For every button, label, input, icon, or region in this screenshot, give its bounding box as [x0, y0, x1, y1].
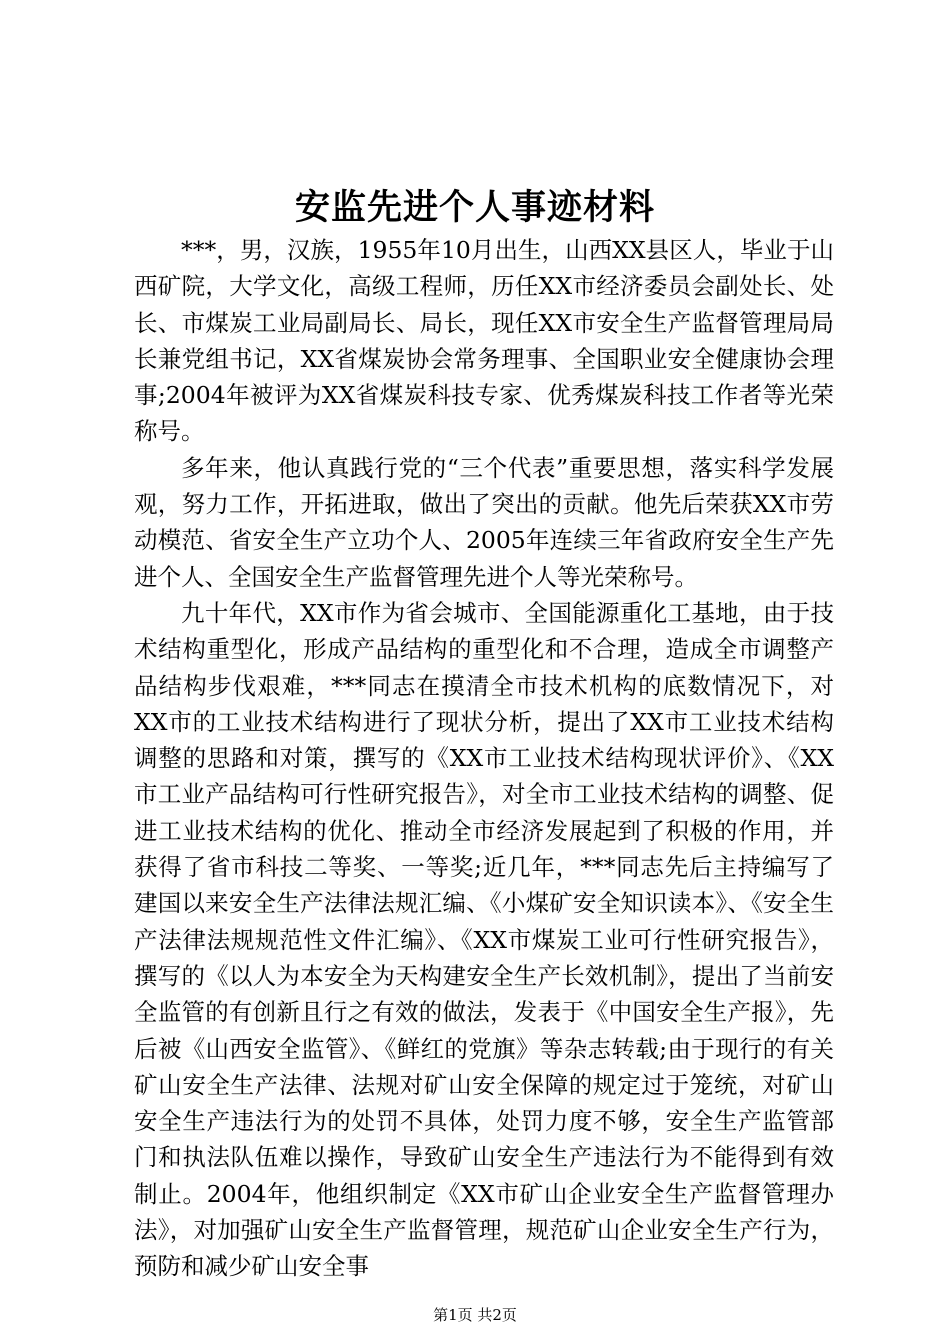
document-body: [134, 232, 834, 1285]
paragraph-2: 多年来，他认真践行党的“三个代表”重要思想，落实科学发展观，努力工作，开拓进取，做出了突出的贡献。他先后荣获XX市劳动模范、省安全生产立功个人、2005年连续三年省政府安全生产先进个人、全国安全生产监督管理先进个人等光荣称号。: [134, 453, 834, 591]
paragraph-1: ***，男，汉族，1955年10月出生，山西XX县区人，毕业于山西矿院，大学文化，高级工程师，历任XX市经济委员会副处长、处长、市煤炭工业局副局长、局长，现任XX市安全生产监督管理局局长兼党组书记，XX省煤炭协会常务理事、全国职业安全健康协会理事;2004年被评为XX省煤炭科技专家、优秀煤炭科技工作者等光荣称号。: [134, 236, 834, 446]
document-title: 安监先进个人事迹材料: [294, 187, 655, 228]
paragraph-3: 九十年代，XX市作为省会城市、全国能源重化工基地，由于技术结构重型化，形成产品结构的重型化和不合理，造成全市调整产品结构步伐艰难，***同志在摸清全市技术机构的底数情况下，对XX市的工业技术结构进行了现状分析，提出了XX市工业技术结构调整的思路和对策，撰写的《XX市工业技术结构现状评价》、《XX市工业产品结构可行性研究报告》，对全市工业技术结构的调整、促进工业技术结构的优化、推动全市经济发展起到了积极的作用，并获得了省市科技二等奖、一等奖;近几年，***同志先后主持编写了建国以来安全生产法律法规汇编、《小煤矿安全知识读本》、《安全生产法律法规规范性文件汇编》、《XX市煤炭工业可行性研究报告》，撰写的《以人为本安全为天构建安全生产长效机制》，提出了当前安全监管的有创新且行之有效的做法，发表于《中国安全生产报》，先后被《山西安全监管》、《鲜红的党旗》等杂志转载;由于现行的有关矿山安全生产法律、法规对矿山安全保障的规定过于笼统，对矿山安全生产违法行为的处罚不具体，处罚力度不够，安全生产监管部门和执法队伍难以操作，导致矿山安全生产违法行为不能得到有效制止。2004年，他组织制定《XX市矿山企业安全生产监督管理办法》，对加强矿山安全生产监督管理，规范矿山企业安全生产行为，预防和减少矿山安全事: [134, 598, 834, 1281]
page-footer: 第1页 共2页: [433, 1306, 517, 1324]
